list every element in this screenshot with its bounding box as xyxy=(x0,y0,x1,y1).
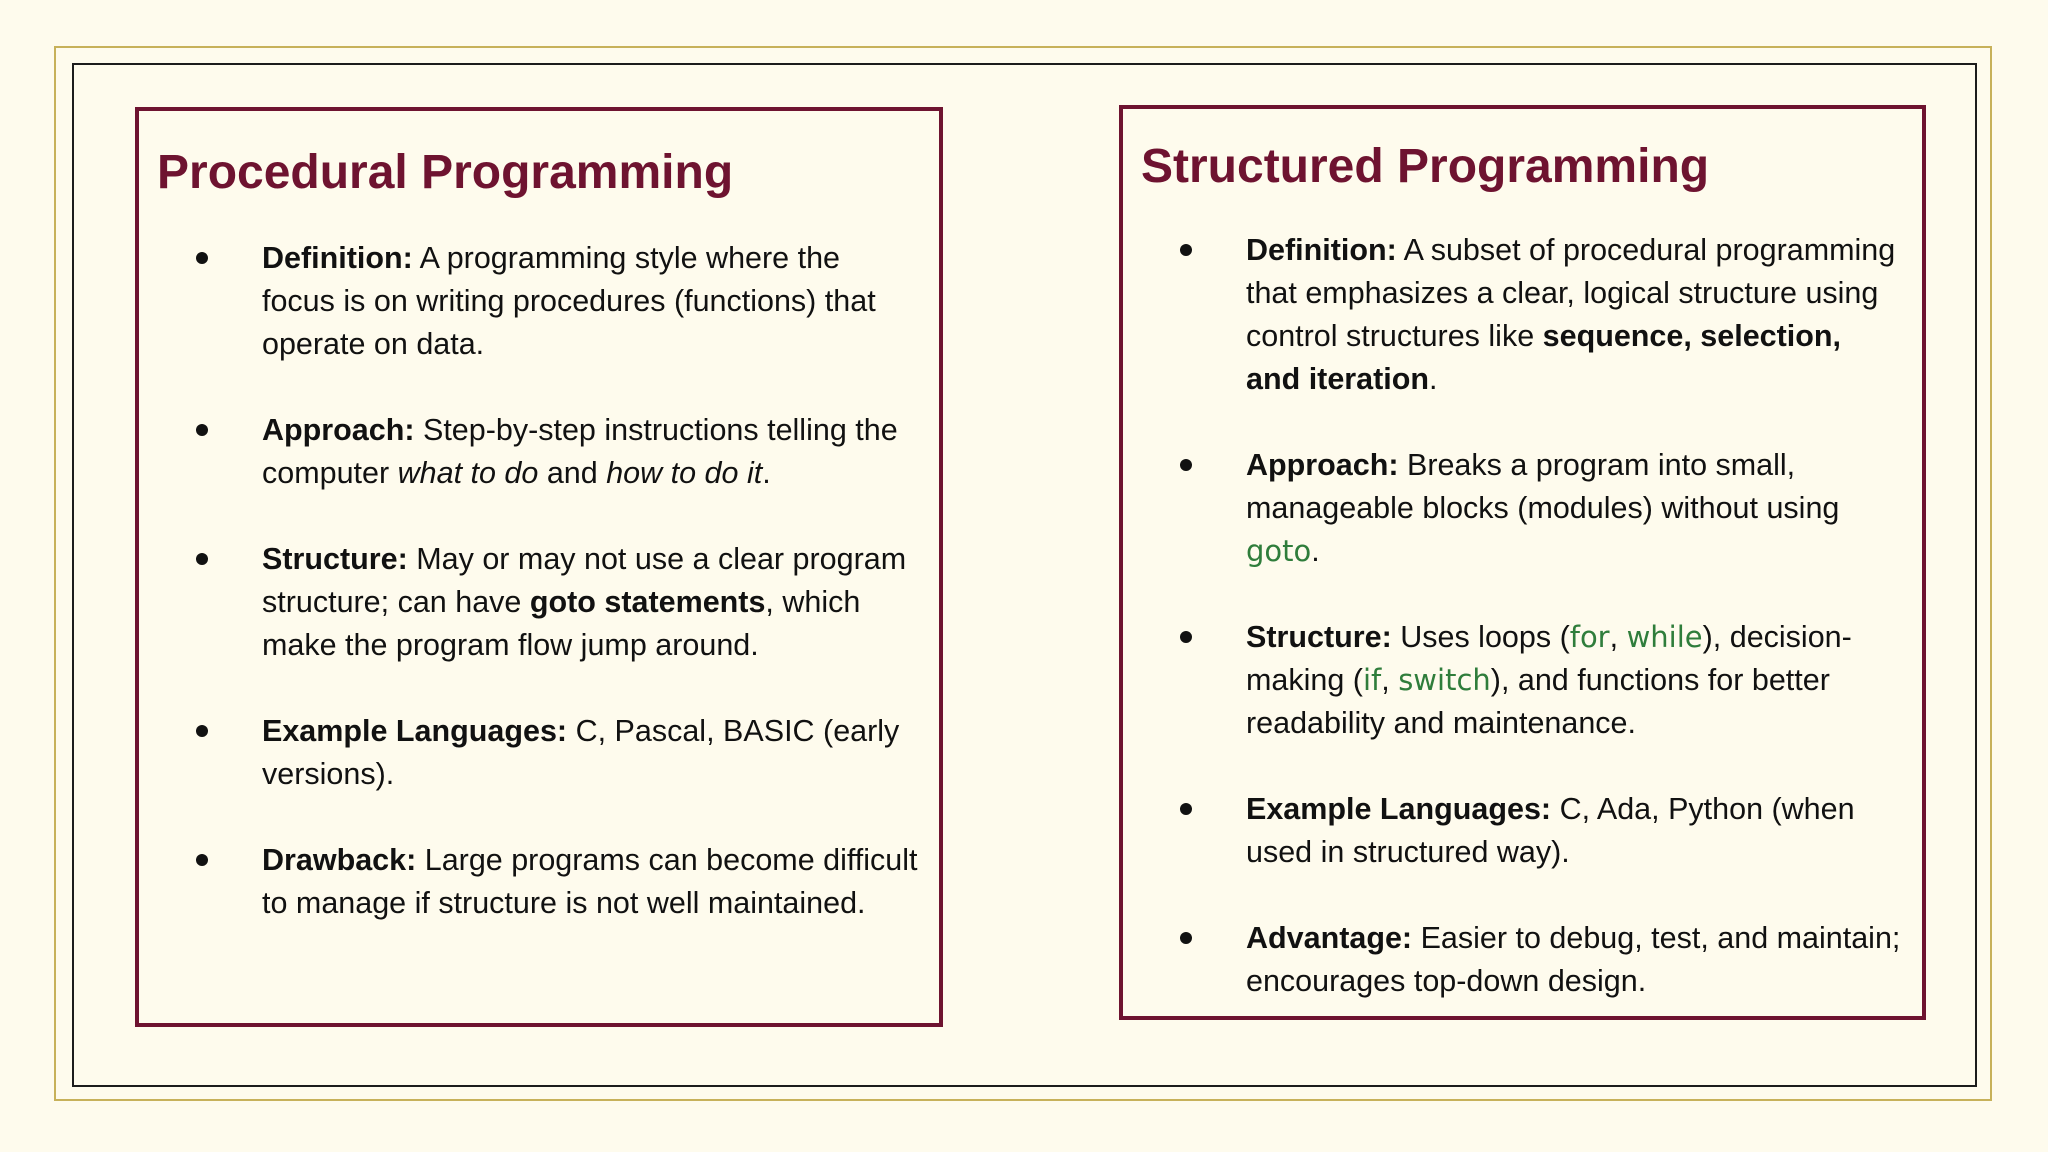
item-text: C, Ada, Python (when used in structured way). xyxy=(1246,792,1855,869)
item-text: Easier to debug, test, and maintain; encourages top-down design. xyxy=(1246,921,1901,998)
structured-title: Structured Programming xyxy=(1141,140,1710,193)
bullet-icon xyxy=(196,553,208,565)
item-text: . xyxy=(1311,534,1320,568)
item-label: Drawback: xyxy=(262,843,417,877)
item-text: A subset of procedural programming that emphasizes a clear, logical structure using control structures like xyxy=(1246,233,1896,353)
structured-item-languages xyxy=(1123,788,1922,874)
item-strong: sequence, selection, and iteration xyxy=(1246,319,1841,396)
bullet-icon xyxy=(196,424,208,436)
item-text: , xyxy=(1381,663,1399,697)
code-keyword: goto xyxy=(1246,534,1312,568)
item-label: Approach: xyxy=(262,413,415,447)
structured-item-advantage xyxy=(1123,917,1922,1003)
structured-item-definition xyxy=(1123,229,1922,401)
item-text: . xyxy=(1429,362,1438,396)
item-text: Breaks a program into small, manageable blocks (modules) without using xyxy=(1246,448,1840,525)
item-text: C, Pascal, BASIC (early versions). xyxy=(262,714,900,791)
code-keyword: switch xyxy=(1398,663,1491,697)
item-text: ), decision-making ( xyxy=(1246,620,1852,697)
item-label: Definition: xyxy=(1246,233,1397,267)
item-text: A programming style where the focus is on writing procedures (functions) that operate on data. xyxy=(262,241,876,361)
item-label: Structure: xyxy=(262,542,408,576)
item-label: Structure: xyxy=(1246,620,1392,654)
bullet-icon xyxy=(1180,932,1192,944)
item-label: Example Languages: xyxy=(262,714,568,748)
procedural-item-languages xyxy=(139,710,939,796)
item-text: Large programs can become difficult to manage if structure is not well maintained. xyxy=(262,843,918,920)
item-text: Uses loops ( xyxy=(1391,620,1570,654)
procedural-list xyxy=(139,237,939,968)
procedural-card xyxy=(135,107,943,1027)
item-strong: goto statements xyxy=(529,585,766,619)
procedural-item-definition xyxy=(139,237,939,366)
bullet-icon xyxy=(196,854,208,866)
procedural-item-approach xyxy=(139,409,939,495)
item-label: Definition: xyxy=(262,241,413,275)
bullet-icon xyxy=(196,252,208,264)
item-text: ), and functions for better readability and maintenance. xyxy=(1246,663,1830,740)
item-label: Advantage: xyxy=(1246,921,1413,955)
item-label: Approach: xyxy=(1246,448,1399,482)
procedural-title: Procedural Programming xyxy=(157,146,734,199)
procedural-item-structure xyxy=(139,538,939,667)
bullet-icon xyxy=(196,725,208,737)
item-emphasis: what to do xyxy=(397,456,539,490)
bullet-icon xyxy=(1180,244,1192,256)
structured-item-structure xyxy=(1123,616,1922,745)
bullet-icon xyxy=(1180,803,1192,815)
item-emphasis: how to do it xyxy=(606,456,763,490)
bullet-icon xyxy=(1180,459,1192,471)
structured-item-approach xyxy=(1123,444,1922,573)
item-text: . xyxy=(762,456,771,490)
item-text: Step-by-step instructions telling the computer xyxy=(262,413,898,490)
structured-list xyxy=(1123,229,1922,1046)
structured-card xyxy=(1119,105,1926,1020)
item-text: , which make the program flow jump around. xyxy=(262,585,861,662)
item-text: and xyxy=(538,456,607,490)
procedural-item-drawback xyxy=(139,839,939,925)
item-text: May or may not use a clear program structure; can have xyxy=(262,542,907,619)
item-label: Example Languages: xyxy=(1246,792,1552,826)
bullet-icon xyxy=(1180,631,1192,643)
code-keyword: while xyxy=(1626,620,1703,654)
code-keyword: for xyxy=(1569,620,1610,654)
item-text: , xyxy=(1609,620,1627,654)
code-keyword: if xyxy=(1362,663,1382,697)
